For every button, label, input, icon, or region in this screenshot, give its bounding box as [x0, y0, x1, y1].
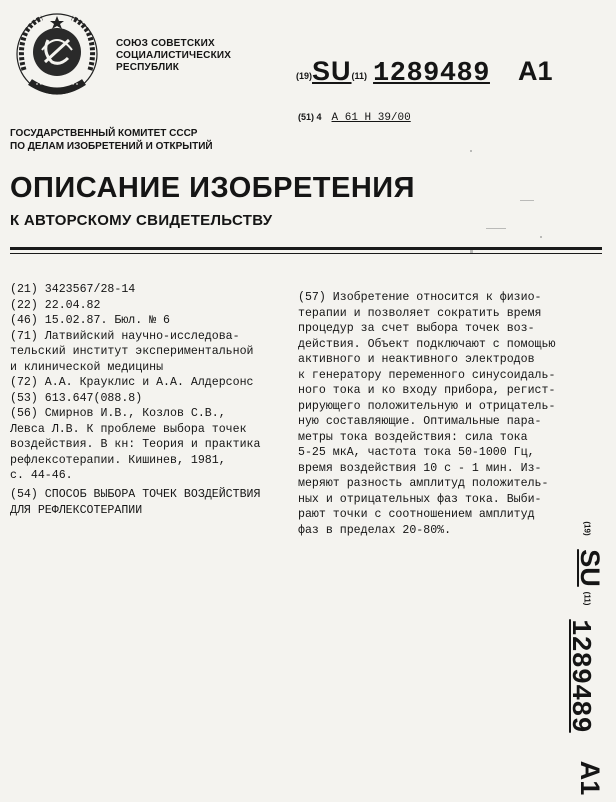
inid-code-51: (51) 4	[298, 112, 322, 122]
country-line: СОЮЗ СОВЕТСКИХ	[116, 38, 215, 49]
biblio-line: воздействия. В кн: Теория и практика	[10, 438, 261, 451]
invention-title-line: (54) СПОСОБ ВЫБОРА ТОЧЕК ВОЗДЕЙСТВИЯ	[10, 488, 261, 501]
country-line: РЕСПУБЛИК	[116, 62, 180, 73]
biblio-line: рефлексотерапии. Кишинев, 1981,	[10, 453, 226, 467]
biblio-line: Левса Л.В. К проблеме выбора точек	[10, 422, 247, 436]
abstract-line: действия. Объект подключают с помощью	[298, 337, 556, 351]
inid-code-19: (19)	[296, 70, 313, 81]
ussr-emblem	[12, 10, 102, 100]
abstract-line: ных и отрицательных фаз тока. Выби-	[298, 492, 542, 506]
biblio-line: (71) Латвийский научно-исследова-	[10, 329, 240, 343]
abstract-line: (57) Изобретение относится к физио-	[298, 291, 542, 304]
abstract-line: ного тока и ко входу прибора, регист-	[298, 384, 556, 397]
abstract-line: рирующего положительную и отрицатель-	[298, 399, 556, 413]
committee-line: ГОСУДАРСТВЕННЫЙ КОМИТЕТ СССР	[10, 128, 198, 139]
biblio-line: (22) 22.04.82	[10, 298, 101, 312]
kind-code: A1	[517, 56, 553, 86]
biblio-line: тельский институт экспериментальной	[10, 345, 254, 358]
invention-title-line: ДЛЯ РЕФЛЕКСОТЕРАПИИ	[10, 503, 143, 517]
document-subtitle: К АВТОРСКОМУ СВИДЕТЕЛЬСТВУ	[10, 212, 273, 229]
scan-speck	[470, 150, 472, 152]
biblio-line: (46) 15.02.87. Бюл. № 6	[10, 314, 171, 327]
country-code: SU	[312, 56, 352, 86]
abstract-line: рают точки с соотношением амплитуд	[298, 508, 535, 521]
biblio-line: (56) Смирнов И.В., Козлов С.В.,	[10, 407, 226, 420]
abstract-line: активного и неактивного электродов	[298, 353, 535, 366]
publication-number	[296, 56, 552, 89]
ipc-code: A 61 H 39/00	[331, 112, 411, 124]
document-title: ОПИСАНИЕ ИЗОБРЕТЕНИЯ	[10, 172, 415, 204]
inid-code-11: (11)	[351, 70, 368, 81]
scan-speck	[486, 228, 506, 229]
abstract	[298, 290, 588, 538]
divider-thin	[10, 253, 602, 254]
committee-line: ПО ДЕЛАМ ИЗОБРЕТЕНИЙ И ОТКРЫТИЙ	[10, 141, 213, 152]
side-country-code: SU	[575, 549, 605, 587]
abstract-line: метры тока воздействия: сила тока	[298, 430, 528, 444]
biblio-line: (53) 613.647(088.8)	[10, 391, 143, 405]
side-kind-code: A1	[575, 760, 605, 796]
committee-name	[10, 127, 213, 153]
abstract-line: меряют разность амплитуд положитель-	[298, 477, 549, 490]
patent-number: 1289489	[373, 59, 490, 89]
abstract-line: к генератору переменного синусоидаль-	[298, 368, 556, 382]
side-inid-code-19: (19)	[582, 521, 592, 536]
biblio-line: с. 44-46.	[10, 469, 73, 482]
ipc-classification	[298, 112, 411, 124]
bibliographic-data	[10, 282, 300, 484]
divider-thick	[10, 247, 602, 250]
abstract-line: фаз в пределах 20-80%.	[298, 523, 452, 537]
abstract-line: время воздействия 10 с - 1 мин. Из-	[298, 461, 542, 475]
abstract-line: 5-25 мкА, частота тока 50-1000 Гц,	[298, 446, 535, 459]
abstract-line: ную составляющие. Оптимальные пара-	[298, 415, 542, 428]
side-patent-number: 1289489	[564, 619, 594, 733]
country-line: СОЦИАЛИСТИЧЕСКИХ	[116, 50, 232, 61]
invention-title	[10, 487, 260, 518]
abstract-line: терапии и позволяет сократить время	[298, 306, 542, 320]
biblio-line: и клинической медицины	[10, 360, 164, 374]
side-inid-code-11: (11)	[582, 591, 592, 606]
scan-speck	[540, 236, 542, 238]
country-name	[116, 38, 231, 74]
scan-speck	[470, 250, 473, 253]
biblio-line: (72) А.А. Крауклис и А.А. Алдерсонс	[10, 376, 254, 389]
abstract-line: процедур за счет выбора точек воз-	[298, 322, 535, 335]
scan-speck	[520, 200, 534, 201]
biblio-line: (21) 3423567/28-14	[10, 283, 136, 296]
